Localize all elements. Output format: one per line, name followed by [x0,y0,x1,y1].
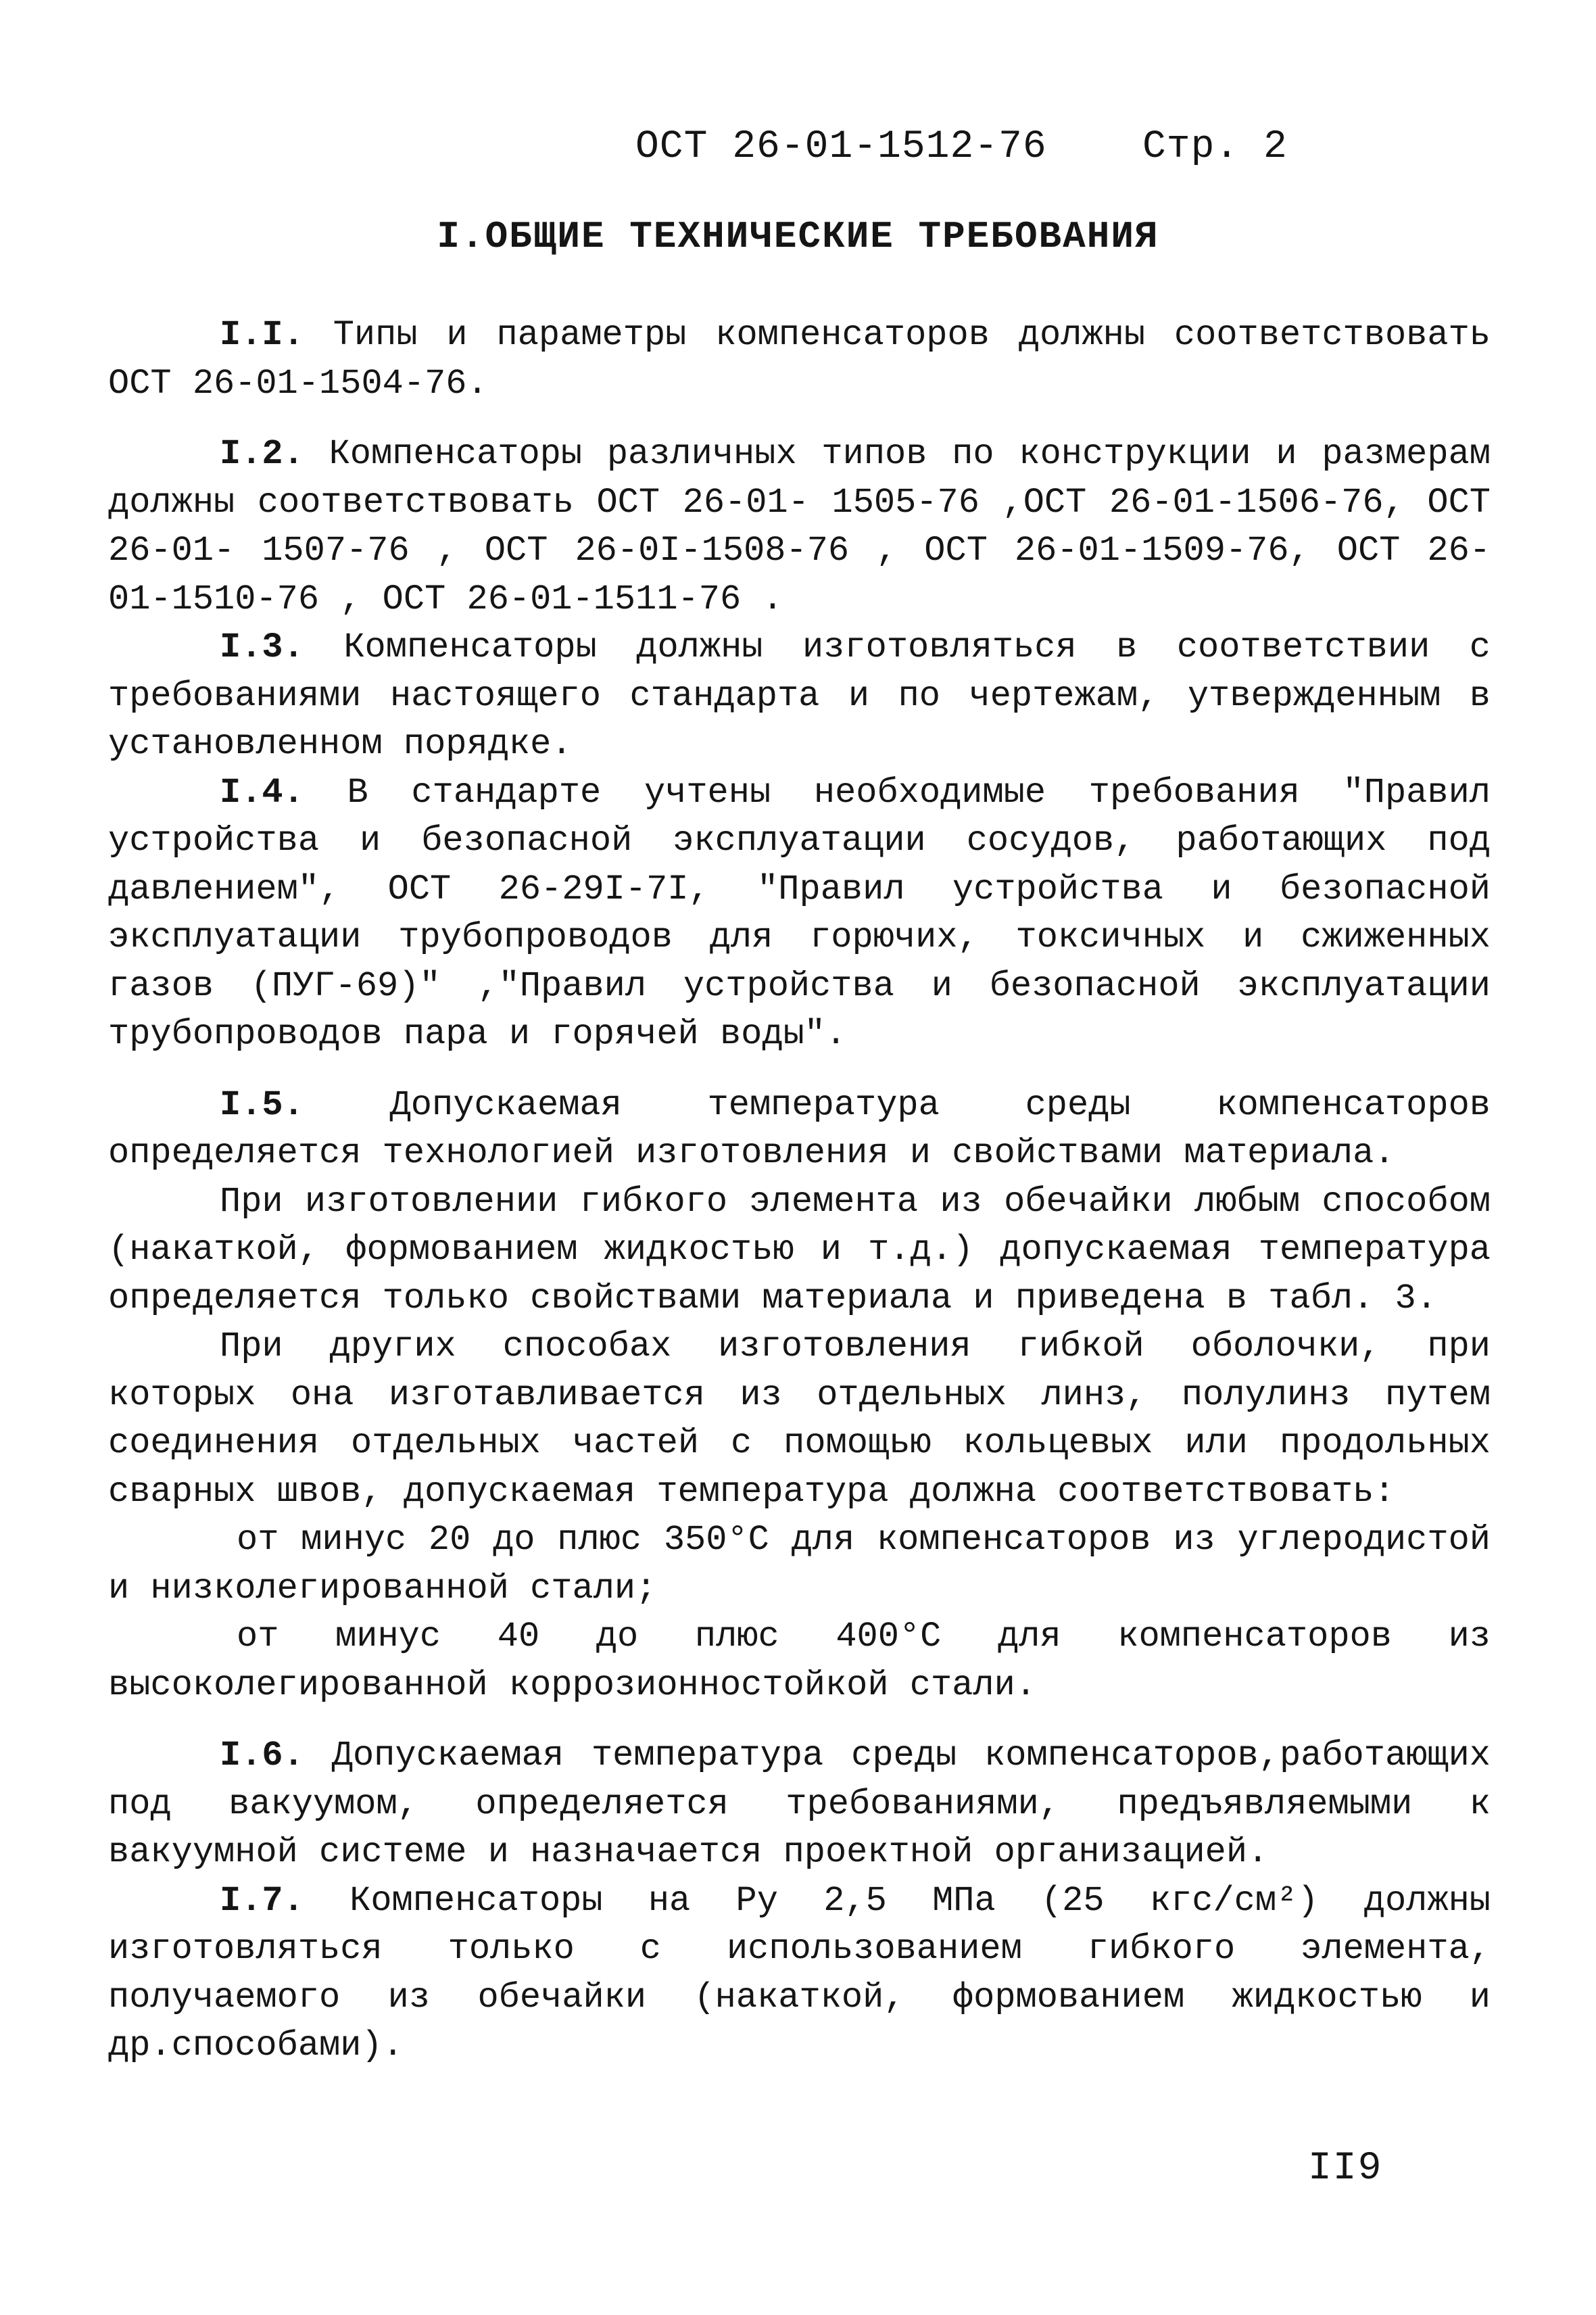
paragraph-1-5-alloy-steel [108,1613,1491,1709]
paragraph-1-5 [108,1081,1491,1178]
document-code: ОСТ 26-01-1512-76 [635,125,1047,169]
paragraph-1-2 [108,430,1491,623]
paragraph-text: Компенсаторы должны изготовляться в соответствии с требованиями настоящего стандарта и по чертежам, утвержденным в установленном порядке. [108,627,1491,764]
paragraph-1-1 [108,311,1491,408]
paragraph-text: Компенсаторы на Pу 2,5 МПа (25 кгс/см²) должны изготовляться только с использованием гибкого элемента, получаемого из обечайки (накаткой, формованием жидкостью и др.способами). [108,1880,1491,2066]
paragraph-number: I.5. [220,1084,304,1125]
paragraph-text: Типы и параметры компенсаторов должны соответствовать ОСТ 26-01-1504-76. [108,315,1491,404]
paragraph-number: I.3. [220,627,304,667]
paragraph-number: I.7. [220,1880,304,1921]
paragraph-text: Компенсаторы различных типов по конструкции и размерам должны соответствовать ОСТ 26-01- 1505-76 ,ОСТ 26-01-1506-76, ОСТ 26-01- 1507-76 , ОСТ 26-0I-1508-76 , ОСТ 26-01-1509-76, ОСТ 26-01-1510-76 , ОСТ 26-01-1511-76 . [108,434,1491,619]
paragraph-text: от минус 40 до плюс 400°С для компенсаторов из высоколегированной коррозионностойкой стали. [108,1617,1491,1705]
paragraph-text: Допускаемая температура среды компенсаторов определяется технологией изготовления и свойствами материала. [108,1084,1491,1173]
paragraph-1-3 [108,623,1491,769]
section-title: I.ОБЩИЕ ТЕХНИЧЕСКИЕ ТРЕБОВАНИЯ [437,215,1159,258]
paragraph-1-7 [108,1877,1491,2070]
paragraph-number: I.I. [220,315,304,355]
paragraph-1-5-carbon-steel [108,1516,1491,1613]
paragraph-text: При изготовлении гибкого элемента из обечайки любым способом (накаткой, формованием жидкостью и т.д.) допускаемая температура определяется только свойствами материала и приведена в табл. 3. [108,1181,1491,1318]
page-header [635,125,1288,169]
paragraph-number: I.4. [220,772,304,813]
paragraph-text: Допускаемая температура среды компенсаторов,работающих под вакуумом, определяется требованиями, предъявляемыми к вакуумной системе и назначается проектной организацией. [108,1736,1491,1872]
paragraph-1-5-other-methods [108,1322,1491,1516]
paragraph-1-6 [108,1732,1491,1877]
paragraph-1-5-flexible-element [108,1178,1491,1323]
page-number: II9 [1308,2147,1383,2191]
paragraph-1-4 [108,769,1491,1059]
paragraph-number: I.2. [220,434,304,474]
paragraph-text: В стандарте учтены необходимые требования "Правил устройства и безопасной эксплуатации сосудов, работающих под давлением", ОСТ 26-29I-7I, "Правил устройства и безопасной эксплуатации трубопроводов для горючих, токсичных и сжиженных газов (ПУГ-69)" ,"Правил устройства и безопасной эксплуатации трубопроводов пара и горячей воды". [108,772,1491,1054]
paragraph-text: от минус 20 до плюс 350°С для компенсаторов из углеродистой и низколегированной стали; [108,1520,1491,1608]
paragraph-number: I.6. [220,1736,304,1775]
document-body [108,311,1491,2070]
paragraph-text: При других способах изготовления гибкой оболочки, при которых она изготавливается из отдельных линз, полулинз путем соединения отдельных частей с помощью кольцевых или продольных сварных швов, допускаемая температура должна соответствовать: [108,1327,1491,1512]
page-label: Стр. 2 [1142,125,1288,169]
